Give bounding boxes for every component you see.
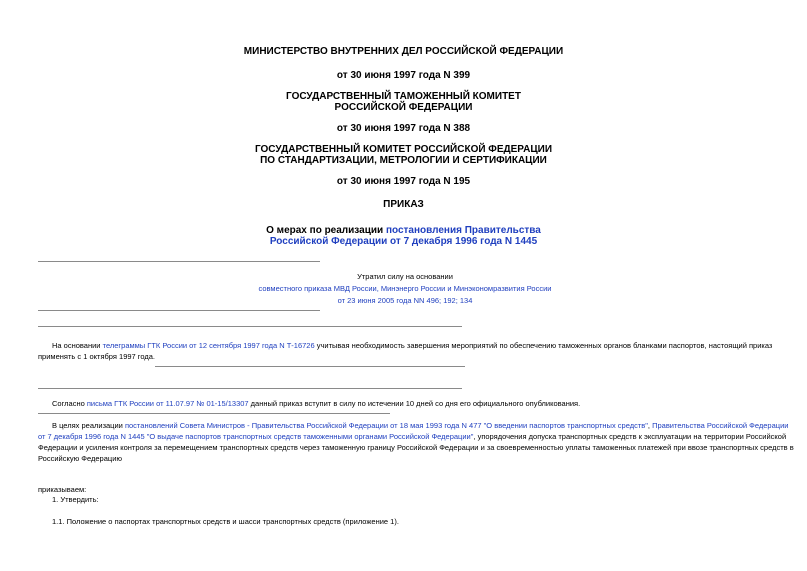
issuer-standards xyxy=(0,144,807,166)
divider xyxy=(38,388,462,389)
divider xyxy=(38,326,462,327)
ministry-name: МИНИСТЕРСТВО ВНУТРЕННИХ ДЕЛ РОССИЙСКОЙ ФЕДЕРАЦИИ xyxy=(243,46,564,57)
customs-name-line1: ГОСУДАРСТВЕННЫЙ ТАМОЖЕННЫЙ КОМИТЕТ xyxy=(286,91,521,102)
item-1-1: 1.1. Положение о паспортах транспортных средств и шасси транспортных средств (приложение 1). xyxy=(52,517,399,526)
customs-date: от 30 июня 1997 года N 388 xyxy=(336,123,471,134)
resolution-1445-link-part1[interactable]: Правительства Российской Федерации xyxy=(652,421,789,430)
resolution-477-link[interactable]: постановлений Совета Министров - Правительства Российской Федерации от 18 мая 1993 года N 477 "О введении паспортов транспортных средств" xyxy=(124,421,648,430)
standards-name-line1: ГОСУДАРСТВЕННЫЙ КОМИТЕТ РОССИЙСКОЙ ФЕДЕРАЦИИ xyxy=(254,144,553,155)
standards-date: от 30 июня 1997 года N 195 xyxy=(336,176,471,187)
document-title xyxy=(0,225,807,247)
order-word: приказываем: xyxy=(38,485,87,494)
letter-link[interactable]: письма ГТК России от 11.07.97 № 01-15/13307 xyxy=(86,399,249,408)
status-note xyxy=(180,271,630,307)
divider xyxy=(38,310,320,311)
issuer-customs xyxy=(0,91,807,113)
divider xyxy=(38,261,320,262)
ministry-date: от 30 июня 1997 года N 399 xyxy=(336,70,471,81)
paragraph-telegram: На основании телеграммы ГТК России от 12 сентября 1997 года N Т-16726 учитывая необходимость завершения мероприятий по обеспечению таможенных органов бланками паспортов, настоящий приказ применять с 1 октября 1997 года. xyxy=(38,341,773,361)
item-1: 1. Утвердить: xyxy=(52,495,99,504)
resolution-1445-link-part2[interactable]: от 7 декабря 1996 года N 1445 "О выдаче паспортов транспортных средств таможенными органами Российской Федерации" xyxy=(38,432,474,441)
paragraph-letter: Согласно письма ГТК России от 11.07.97 № 01-15/13307 данный приказ вступит в силу по истечении 10 дней со дня его официального опубликования. xyxy=(52,399,581,408)
issuer-ministry xyxy=(0,46,807,57)
title-link-resolution-date[interactable]: Российской Федерации от 7 декабря 1996 года N 1445 xyxy=(269,236,538,247)
title-prefix: О мерах по реализации xyxy=(266,225,386,236)
telegram-link[interactable]: телеграммы ГТК России от 12 сентября 1997 года N Т-16726 xyxy=(102,341,315,350)
document-type: ПРИКАЗ xyxy=(383,199,424,210)
title-link-resolution[interactable]: постановления Правительства xyxy=(385,225,541,236)
status-note-link-numbers[interactable]: от 23 июня 2005 года NN 496; 192; 134 xyxy=(337,296,473,305)
status-note-text: Утратил силу на основании xyxy=(357,272,453,281)
status-note-link-order[interactable]: совместного приказа МВД России, Минэнерго России и Минэкономразвития России xyxy=(258,284,552,293)
divider xyxy=(38,413,390,414)
divider xyxy=(155,366,465,367)
standards-name-line2: ПО СТАНДАРТИЗАЦИИ, МЕТРОЛОГИИ И СЕРТИФИКАЦИИ xyxy=(260,155,547,166)
paragraph-purpose: В целях реализации постановлений Совета Министров - Правительства Российской Федерации от 18 мая 1993 года N 477 "О введении паспортов транспортных средств", Правительства Российской Федерации от 7 декабря 1996 года N 1445 "О выдаче паспортов транспортных средств таможенными органами Российской Федерации", упорядочения допуска транспортных средств к эксплуатации на территории Российской Федерации и усиления контроля за перемещением транспортных средств через таможенную границу Российской Федерации и за своевременностью уплаты таможенных платежей при ввозе транспортных средств в Российскую Федерацию xyxy=(38,421,794,463)
customs-name-line2: РОССИЙСКОЙ ФЕДЕРАЦИИ xyxy=(334,102,473,113)
